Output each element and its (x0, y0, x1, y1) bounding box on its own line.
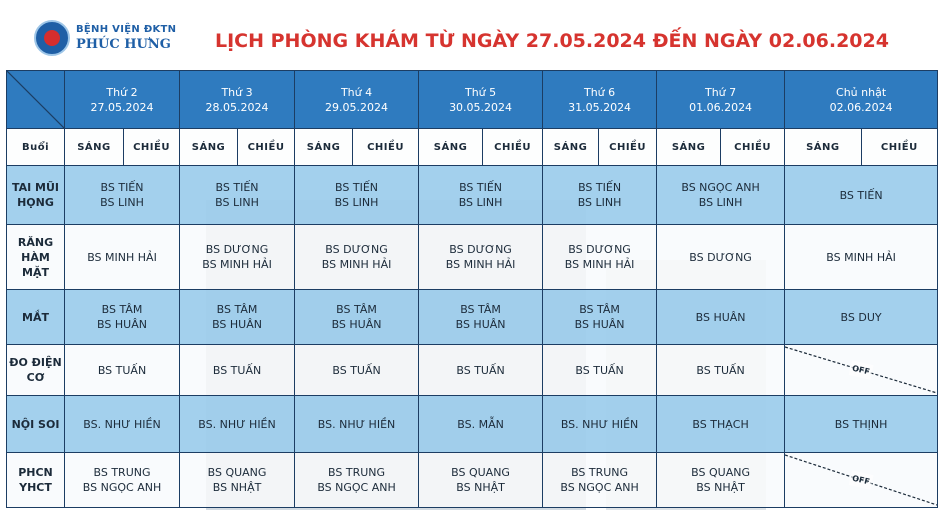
corner-cell (7, 71, 65, 129)
dept-row-eye (7, 290, 938, 345)
off-cell (785, 345, 938, 396)
session-afternoon: CHIỀU (734, 141, 772, 153)
schedule-cell: BS TIẾN BS LINH (180, 166, 295, 225)
session-morning: SÁNG (65, 129, 124, 166)
session-label: Buổi (7, 129, 65, 166)
dept-label: ĐO ĐIỆN CƠ (7, 345, 65, 396)
schedule-cell: BS TIẾN BS LINH (295, 166, 419, 225)
schedule-cell: BS DƯƠNG BS MINH HẢI (295, 225, 419, 290)
schedule-cell: BS TÂM BS HUÂN (543, 290, 657, 345)
day-header: Thứ 2 27.05.2024 (65, 71, 180, 129)
schedule-cell: BS TÂM BS HUÂN (419, 290, 543, 345)
schedule-cell: BS TUẤN (65, 345, 180, 396)
session-afternoon: CHIỀU (880, 141, 918, 153)
dept-label: MẮT (7, 290, 65, 345)
schedule-cell: BS DƯƠNG BS MINH HẢI (543, 225, 657, 290)
schedule-cell: BS DƯƠNG (657, 225, 785, 290)
schedule-cell: BS TUẤN (657, 345, 785, 396)
page-header (0, 0, 940, 70)
session-afternoon: CHIỀU (124, 129, 180, 166)
session-morning: SÁNG (180, 129, 238, 166)
day-header: Thứ 6 31.05.2024 (543, 71, 657, 129)
dept-label: PHCN YHCT (7, 453, 65, 508)
schedule-cell: BS. NHƯ HIỀN (65, 396, 180, 453)
session-afternoon: CHIỀU (238, 129, 295, 166)
session-morning: SÁNG (295, 129, 353, 166)
schedule-cell: BS DƯƠNG BS MINH HẢI (180, 225, 295, 290)
schedule-cell: BS MINH HẢI (65, 225, 180, 290)
schedule-cell: BS DƯƠNG BS MINH HẢI (419, 225, 543, 290)
day-header: Thứ 3 28.05.2024 (180, 71, 295, 129)
session-split-sun (785, 129, 938, 166)
schedule-cell: BS. NHƯ HIỀN (543, 396, 657, 453)
dept-label: NỘI SOI (7, 396, 65, 453)
day-header: Thứ 4 29.05.2024 (295, 71, 419, 129)
dept-row-ent (7, 166, 938, 225)
schedule-cell: BS QUANG BS NHẬT (419, 453, 543, 508)
schedule-cell: BS TRUNG BS NGỌC ANH (295, 453, 419, 508)
off-cell (785, 453, 938, 508)
schedule-cell: BS TIẾN (785, 166, 938, 225)
dept-label: TAI MŨI HỌNG (7, 166, 65, 225)
schedule-cell: BS TUẤN (419, 345, 543, 396)
schedule-cell: BS TRUNG BS NGỌC ANH (543, 453, 657, 508)
dept-row-dental (7, 225, 938, 290)
session-afternoon: CHIỀU (483, 129, 543, 166)
schedule-cell: BS TUẤN (295, 345, 419, 396)
schedule-cell: BS NGỌC ANH BS LINH (657, 166, 785, 225)
session-morning: SÁNG (543, 129, 599, 166)
schedule-cell: BS HUÂN (657, 290, 785, 345)
off-label: OFF (849, 360, 874, 380)
page-title: LỊCH PHÒNG KHÁM TỪ NGÀY 27.05.2024 ĐẾN NGÀY 02.06.2024 (215, 30, 889, 52)
schedule-cell: BS DUY (785, 290, 938, 345)
dept-row-endoscopy (7, 396, 938, 453)
schedule-cell: BS TUẤN (543, 345, 657, 396)
schedule-cell: BS TIẾN BS LINH (65, 166, 180, 225)
session-morning: SÁNG (785, 129, 861, 165)
day-header-row (7, 71, 938, 129)
session-afternoon: CHIỀU (353, 129, 419, 166)
schedule-cell: BS TÂM BS HUÂN (295, 290, 419, 345)
schedule-cell: BS TÂM BS HUÂN (180, 290, 295, 345)
day-header: Thứ 7 01.06.2024 (657, 71, 785, 129)
schedule-cell: BS TIẾN BS LINH (419, 166, 543, 225)
schedule-cell: BS QUANG BS NHẬT (657, 453, 785, 508)
schedule-cell: BS TÂM BS HUÂN (65, 290, 180, 345)
schedule-cell: BS THẠCH (657, 396, 785, 453)
schedule-cell: BS. NHƯ HIỀN (295, 396, 419, 453)
session-morning: SÁNG (419, 129, 483, 166)
schedule-cell: BS TUẤN (180, 345, 295, 396)
day-header: Thứ 5 30.05.2024 (419, 71, 543, 129)
schedule-cell: BS TRUNG BS NGỌC ANH (65, 453, 180, 508)
schedule-table (6, 70, 938, 508)
schedule-cell: BS TIẾN BS LINH (543, 166, 657, 225)
session-morning: SÁNG (657, 129, 721, 165)
session-split-sat (657, 129, 785, 166)
dept-label: RĂNG HÀM MẶT (7, 225, 65, 290)
schedule-cell: BS. NHƯ HIỀN (180, 396, 295, 453)
schedule-cell: BS QUANG BS NHẬT (180, 453, 295, 508)
dept-row-rehab (7, 453, 938, 508)
brand-line-2: PHÚC HƯNG (76, 37, 171, 52)
off-label: OFF (849, 470, 874, 490)
session-afternoon: CHIỀU (599, 129, 657, 166)
brand-line-1: BỆNH VIỆN ĐKTN (76, 24, 177, 35)
schedule-cell: BS THỊNH (785, 396, 938, 453)
schedule-cell: BS. MẪN (419, 396, 543, 453)
session-row (7, 129, 938, 166)
hospital-logo-icon (34, 20, 70, 56)
day-header: Chủ nhật 02.06.2024 (785, 71, 938, 129)
dept-row-emg (7, 345, 938, 396)
schedule-cell: BS MINH HẢI (785, 225, 938, 290)
